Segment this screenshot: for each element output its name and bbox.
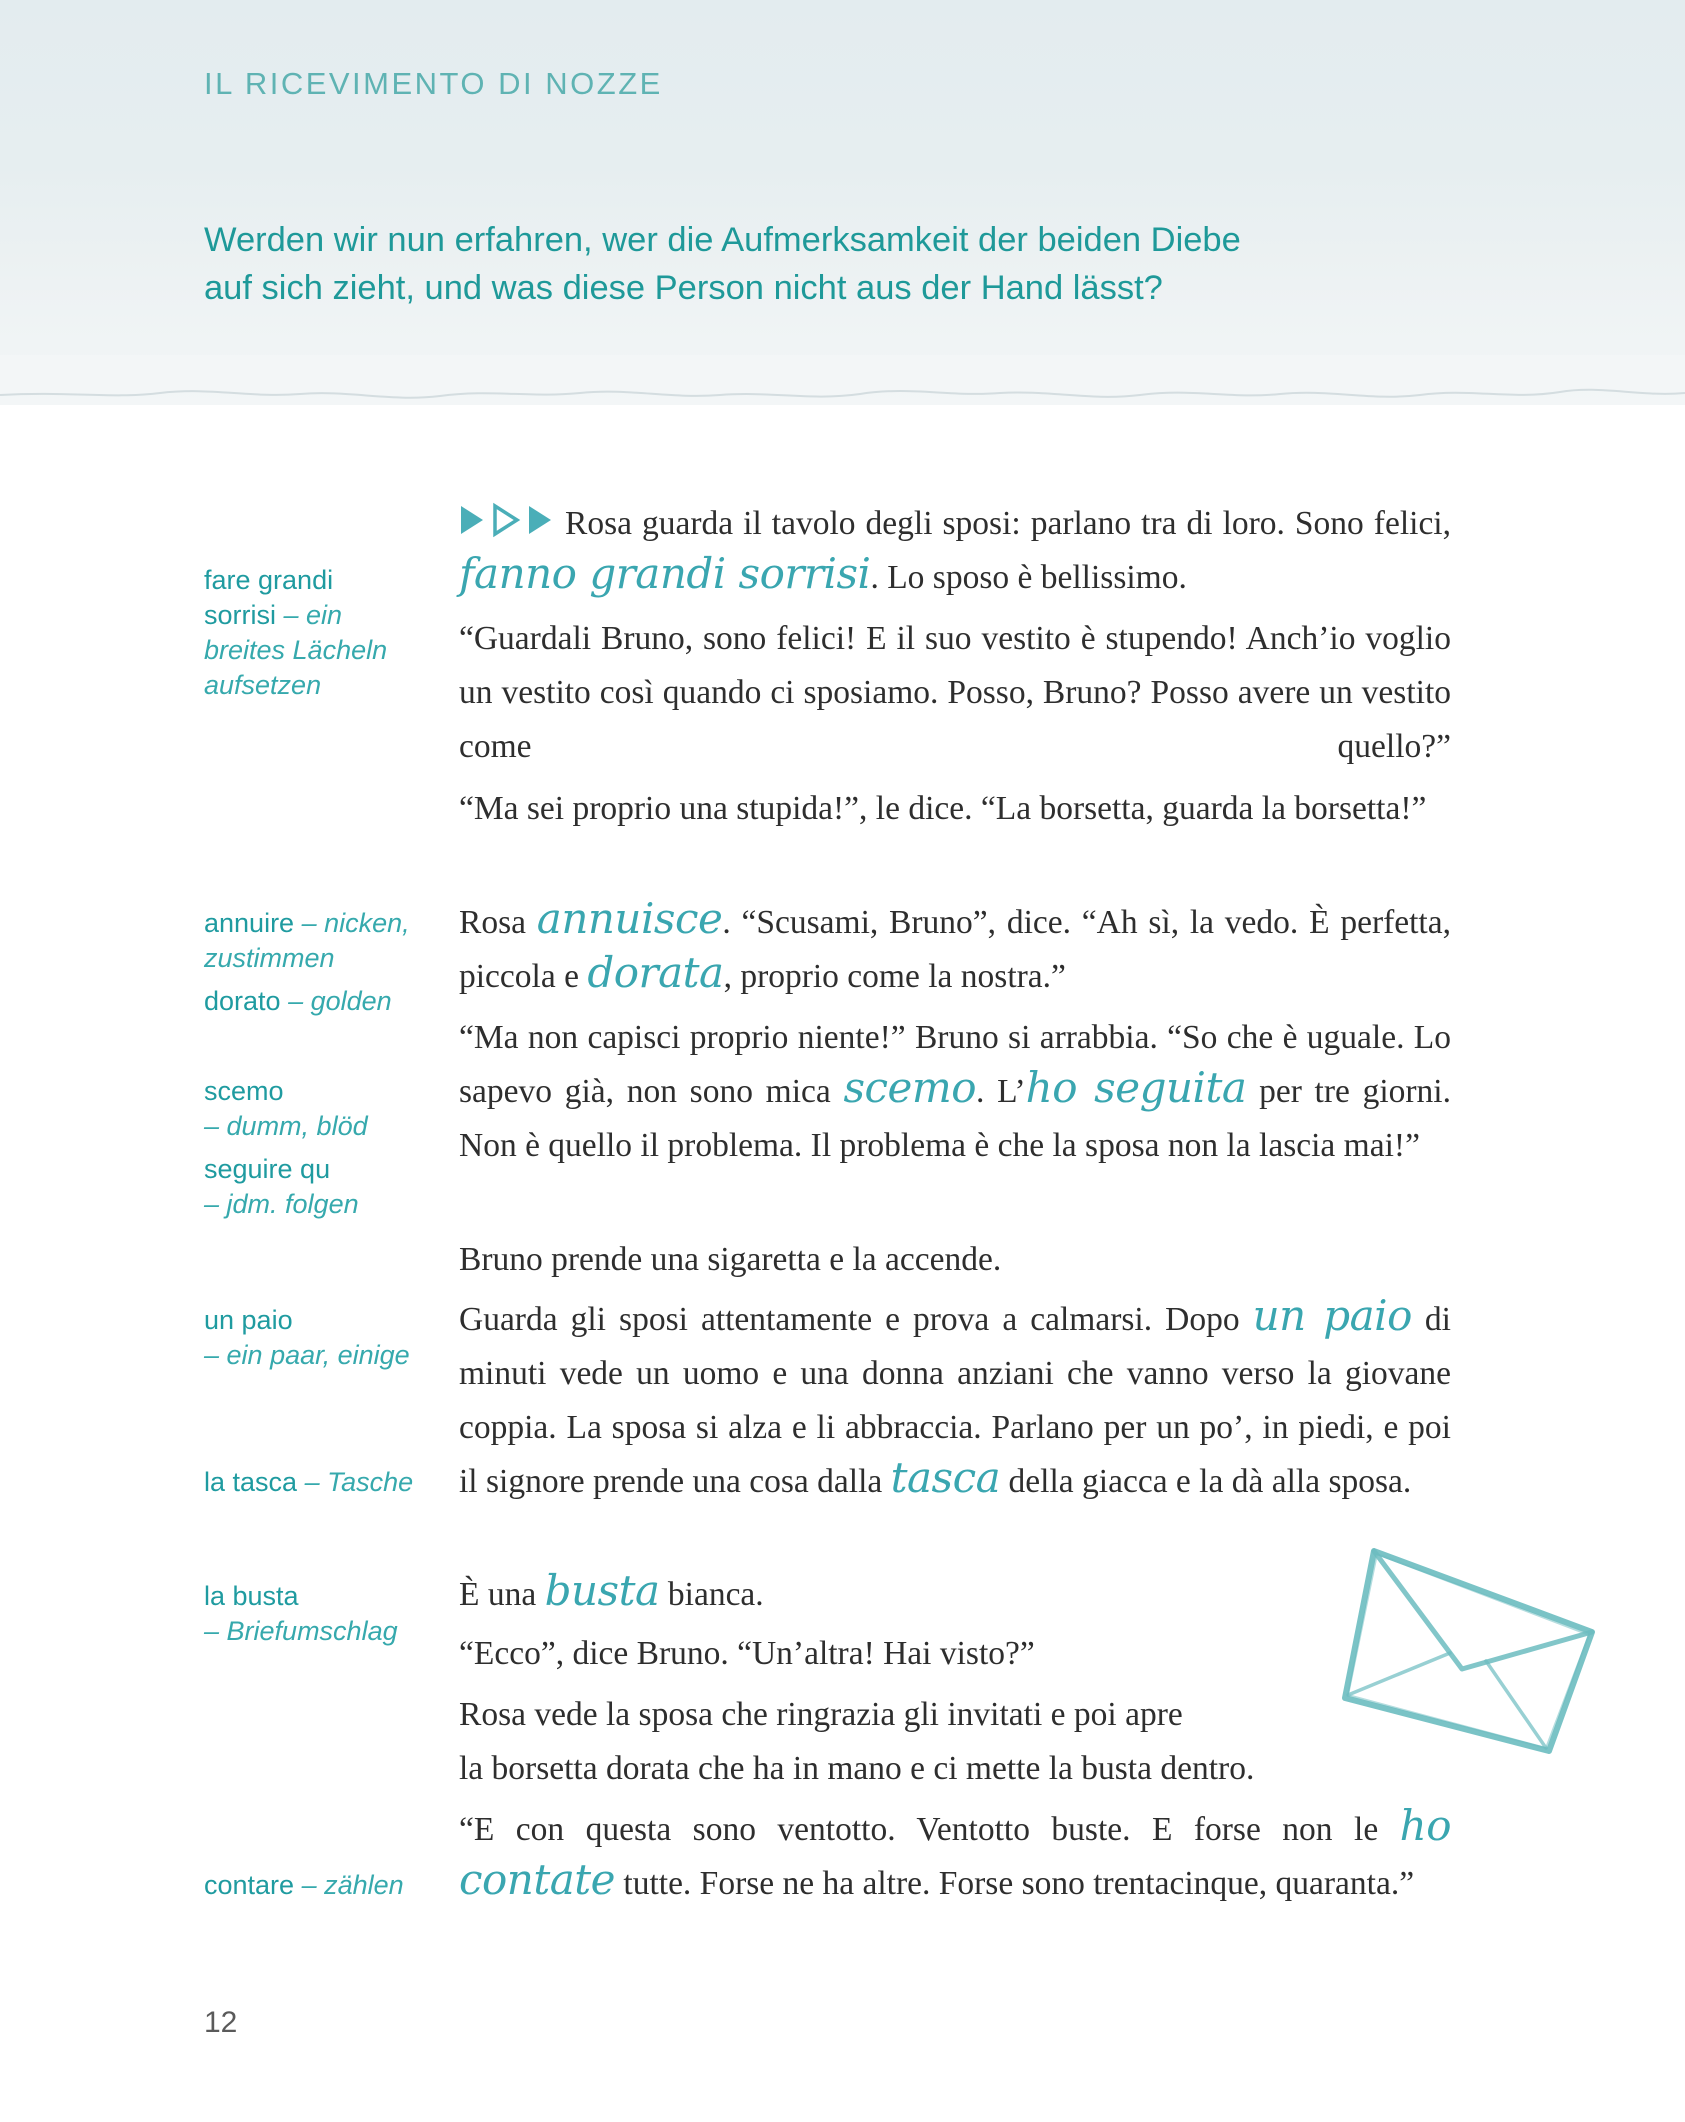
glossary-entry <box>204 1074 444 1144</box>
glossary-term: sorrisi <box>204 600 276 630</box>
story-text-run: . “Scusami, Bruno”, dice. “Ah sì, la vedo. È perfetta, piccola e <box>459 904 1451 995</box>
story-paragraph <box>459 1293 1451 1509</box>
story-paragraph <box>459 497 1451 605</box>
glossary-translation: zustimmen <box>204 943 335 973</box>
story-text-run: bianca. <box>659 1576 764 1613</box>
glossary-separator: – <box>297 1467 328 1497</box>
glossary-translation: dumm, blöd <box>226 1111 368 1141</box>
glossary-term: contare <box>204 1870 295 1900</box>
story-text-run: Guarda gli sposi attentamente e prova a calmarsi. Dopo <box>459 1301 1253 1338</box>
story-text-run: della giacca e la dà alla sposa. <box>1000 1463 1412 1500</box>
glossary-entry <box>204 1465 444 1500</box>
story-text-run: Rosa <box>459 904 537 941</box>
glossary-translation: Briefumschlag <box>226 1616 398 1646</box>
glossary-translation: breites Lächeln <box>204 635 388 665</box>
story-paragraph <box>459 1803 1451 1911</box>
glossary-translation: ein paar, einige <box>226 1340 410 1370</box>
glossary-entry <box>204 906 444 976</box>
story-text-run: Rosa guarda il tavolo degli sposi: parlano tra di loro. Sono felici, <box>565 505 1451 542</box>
glossary-entry <box>204 1152 444 1222</box>
intro-question-line-1: Werden wir nun erfahren, wer die Aufmerksamkeit der beiden Diebe <box>204 221 1241 259</box>
glossary-translation: ein <box>306 600 343 630</box>
story-paragraph <box>459 1688 1451 1796</box>
story-text-run: È una <box>459 1576 545 1613</box>
glossary-entry <box>204 1303 444 1373</box>
glossary-entry <box>204 1579 444 1649</box>
glossary-translation: zählen <box>324 1870 404 1900</box>
story-paragraph <box>459 896 1451 1004</box>
story-paragraph: Bruno prende una sigaretta e la accende. <box>459 1241 1002 1278</box>
glossary-separator: – <box>204 1111 227 1141</box>
intro-question-line-2: auf sich zieht, und was diese Person nicht aus der Hand lässt? <box>204 269 1163 307</box>
glossary-term: seguire qu <box>204 1154 331 1184</box>
story-text-run: di minuti vede un uomo e una donna anziani che vanno verso la giovane coppia. La sposa si alza e li abbraccia. Parlano per un po’, in piedi, e poi il signore prende una cosa dalla <box>459 1301 1451 1500</box>
story-line: Rosa vede la sposa che ringrazia gli invitati e poi apre <box>459 1696 1183 1733</box>
keyword-highlight: un paio <box>1252 1291 1412 1340</box>
glossary-term: un paio <box>204 1305 293 1335</box>
glossary-term: la busta <box>204 1581 299 1611</box>
envelope-icon <box>1340 1535 1610 1765</box>
glossary-separator: – <box>280 986 311 1016</box>
story-paragraph: “Ecco”, dice Bruno. “Un’altra! Hai visto?” <box>459 1635 1035 1672</box>
glossary-translation: golden <box>310 986 392 1016</box>
page-number: 12 <box>204 2006 238 2039</box>
glossary-entry <box>204 563 444 703</box>
glossary-separator: – <box>276 600 307 630</box>
glossary-separator: – <box>204 1340 227 1370</box>
story-paragraph: “Ma sei proprio una stupida!”, le dice. “La borsetta, guarda la borsetta!” <box>459 790 1427 827</box>
keyword-highlight: scemo <box>843 1063 977 1112</box>
story-text-run: “Ma non capisci proprio niente!” Bruno si arrabbia. “So che è uguale. Lo sapevo già, non sono mica <box>459 1019 1451 1110</box>
keyword-highlight: fanno grandi sorrisi <box>459 549 871 598</box>
play-arrows-icon <box>459 502 557 538</box>
story-line: la borsetta dorata che ha in mano e ci mette la busta dentro. <box>459 1750 1255 1787</box>
keyword-highlight: tasca <box>890 1453 1001 1502</box>
keyword-highlight: busta <box>544 1566 660 1615</box>
glossary-term: la tasca <box>204 1467 298 1497</box>
glossary-entry <box>204 1868 444 1903</box>
story-text-run: . Lo sposo è bellissimo. <box>870 559 1187 596</box>
keyword-highlight: ho contate <box>459 1801 1451 1904</box>
story-text-run: tutte. Forse ne ha altre. Forse sono trentacinque, quaranta.” <box>615 1865 1415 1902</box>
story-text-run: “E con questa sono ventotto. Ventotto buste. E forse non le <box>459 1811 1400 1848</box>
story-paragraph: “Guardali Bruno, sono felici! E il suo vestito è stupendo! Anch’io voglio un vestito così quando ci sposiamo. Posso, Bruno? Posso avere un vestito come quello?” <box>459 620 1451 765</box>
glossary-separator: – <box>204 1616 227 1646</box>
keyword-highlight: dorata <box>587 948 724 997</box>
story-paragraph <box>459 1568 1451 1622</box>
glossary-separator: – <box>294 1870 325 1900</box>
glossary-translation: jdm. folgen <box>226 1189 359 1219</box>
story-text-run: , proprio come la nostra.” <box>723 958 1066 995</box>
glossary-entry <box>204 984 444 1019</box>
glossary-separator: – <box>204 1189 227 1219</box>
keyword-highlight: ho seguita <box>1025 1063 1247 1112</box>
glossary-term: dorato <box>204 986 281 1016</box>
chapter-title: IL RICEVIMENTO DI NOZZE <box>204 66 663 101</box>
keyword-highlight: annuisce <box>536 894 723 943</box>
torn-paper-edge <box>0 355 1685 425</box>
glossary-term: scemo <box>204 1076 284 1106</box>
story-paragraph <box>459 1011 1451 1173</box>
glossary-translation: aufsetzen <box>204 670 322 700</box>
story-text-run: per tre giorni. Non è quello il problema. Il problema è che la sposa non la lascia mai!” <box>459 1073 1451 1164</box>
glossary-term: fare grandi <box>204 565 334 595</box>
header-band <box>0 0 1685 405</box>
glossary-translation: nicken, <box>324 908 410 938</box>
intro-question <box>204 216 1404 312</box>
story-text-run: . L’ <box>976 1073 1026 1110</box>
glossary-term: annuire <box>204 908 295 938</box>
glossary-separator: – <box>294 908 325 938</box>
glossary-translation: Tasche <box>327 1467 414 1497</box>
